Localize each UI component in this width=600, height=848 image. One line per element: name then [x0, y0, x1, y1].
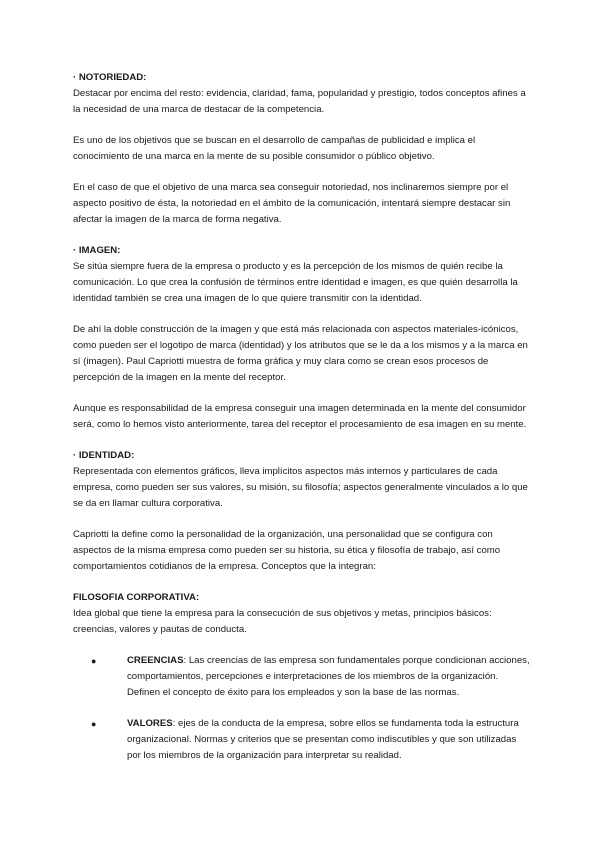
list-item-term: VALORES	[127, 718, 173, 729]
section-filosofia	[73, 590, 532, 764]
paragraph: En el caso de que el objetivo de una marca sea conseguir notoriedad, nos inclinaremos siempre por el aspecto positivo de ésta, la notoriedad en el ámbito de la comunicación, intentará siempre destacar sin afectar la imagen de la marca de forma negativa.	[73, 182, 511, 225]
heading-filosofia: FILOSOFIA CORPORATIVA:	[73, 592, 200, 603]
bullet-icon: ●	[91, 719, 97, 729]
bullet-list	[73, 653, 532, 764]
heading-imagen: · IMAGEN:	[73, 245, 121, 256]
list-item-text: : Las creencias de las empresa son fundamentales porque condicionan acciones, comportamientos, percepciones e interpretaciones de los miembros de la organización. Definen el concepto de éxito para los empleados y son la base de las normas.	[127, 655, 530, 698]
section-identidad	[73, 448, 532, 575]
list-item-term: CREENCIAS	[127, 655, 184, 666]
paragraph: Destacar por encima del resto: evidencia, claridad, fama, popularidad y prestigio, todos conceptos afines a la necesidad de una marca de destacar de la competencia.	[73, 88, 526, 115]
paragraph: Idea global que tiene la empresa para la consecución de sus objetivos y metas, principios básicos: creencias, valores y pautas de conducta.	[73, 608, 492, 635]
bullet-icon: ●	[91, 656, 97, 666]
heading-notoriedad: · NOTORIEDAD:	[73, 72, 147, 83]
heading-identidad: · IDENTIDAD:	[73, 450, 135, 461]
paragraph: Representada con elementos gráficos, lleva implícitos aspectos más internos y particulares de cada empresa, como pueden ser sus valores, su misión, su filosofía; aspectos generalmente vinculados a lo que se da en llamar cultura corporativa.	[73, 466, 528, 509]
paragraph: De ahí la doble construcción de la imagen y que está más relacionada con aspectos materiales-icónicos, como pueden ser el logotipo de marca (identidad) y los atributos que se le da a los mismos y a la marca en sí (imagen). Paul Capriotti muestra de forma gráfica y muy clara como se crean esos procesos de percepción de la imagen en la mente del receptor.	[73, 324, 528, 383]
paragraph: Es uno de los objetivos que se buscan en el desarrollo de campañas de publicidad e implica el conocimiento de una marca en la mente de su posible consumidor o público objetivo.	[73, 135, 476, 162]
paragraph: Capriotti la define como la personalidad de la organización, una personalidad que se configura con aspectos de la misma empresa como pueden ser su historia, su ética y filosofía de trabajo, así como comportamientos cotidianos de la empresa. Conceptos que la integran:	[73, 529, 501, 572]
list-item	[91, 716, 532, 764]
list-item	[91, 653, 532, 701]
list-item-text: : ejes de la conducta de la empresa, sobre ellos se fundamenta toda la estructura organizacional. Normas y criterios que se presentan como indiscutibles y que son utilizadas por los miembros de la organización para interpretar su realidad.	[127, 718, 519, 761]
section-imagen	[73, 243, 532, 433]
paragraph: Se sitúa siempre fuera de la empresa o producto y es la percepción de los mismos de quién recibe la comunicación. Lo que crea la confusión de términos entre identidad e imagen, es que quién desarrolla la identidad también se crea una imagen de lo que quiere transmitir con la identidad.	[73, 261, 518, 304]
paragraph: Aunque es responsabilidad de la empresa conseguir una imagen determinada en la mente del consumidor será, como lo hemos visto anteriormente, tarea del receptor el procesamiento de esa imagen en su mente.	[73, 403, 527, 430]
section-notoriedad	[73, 70, 532, 228]
